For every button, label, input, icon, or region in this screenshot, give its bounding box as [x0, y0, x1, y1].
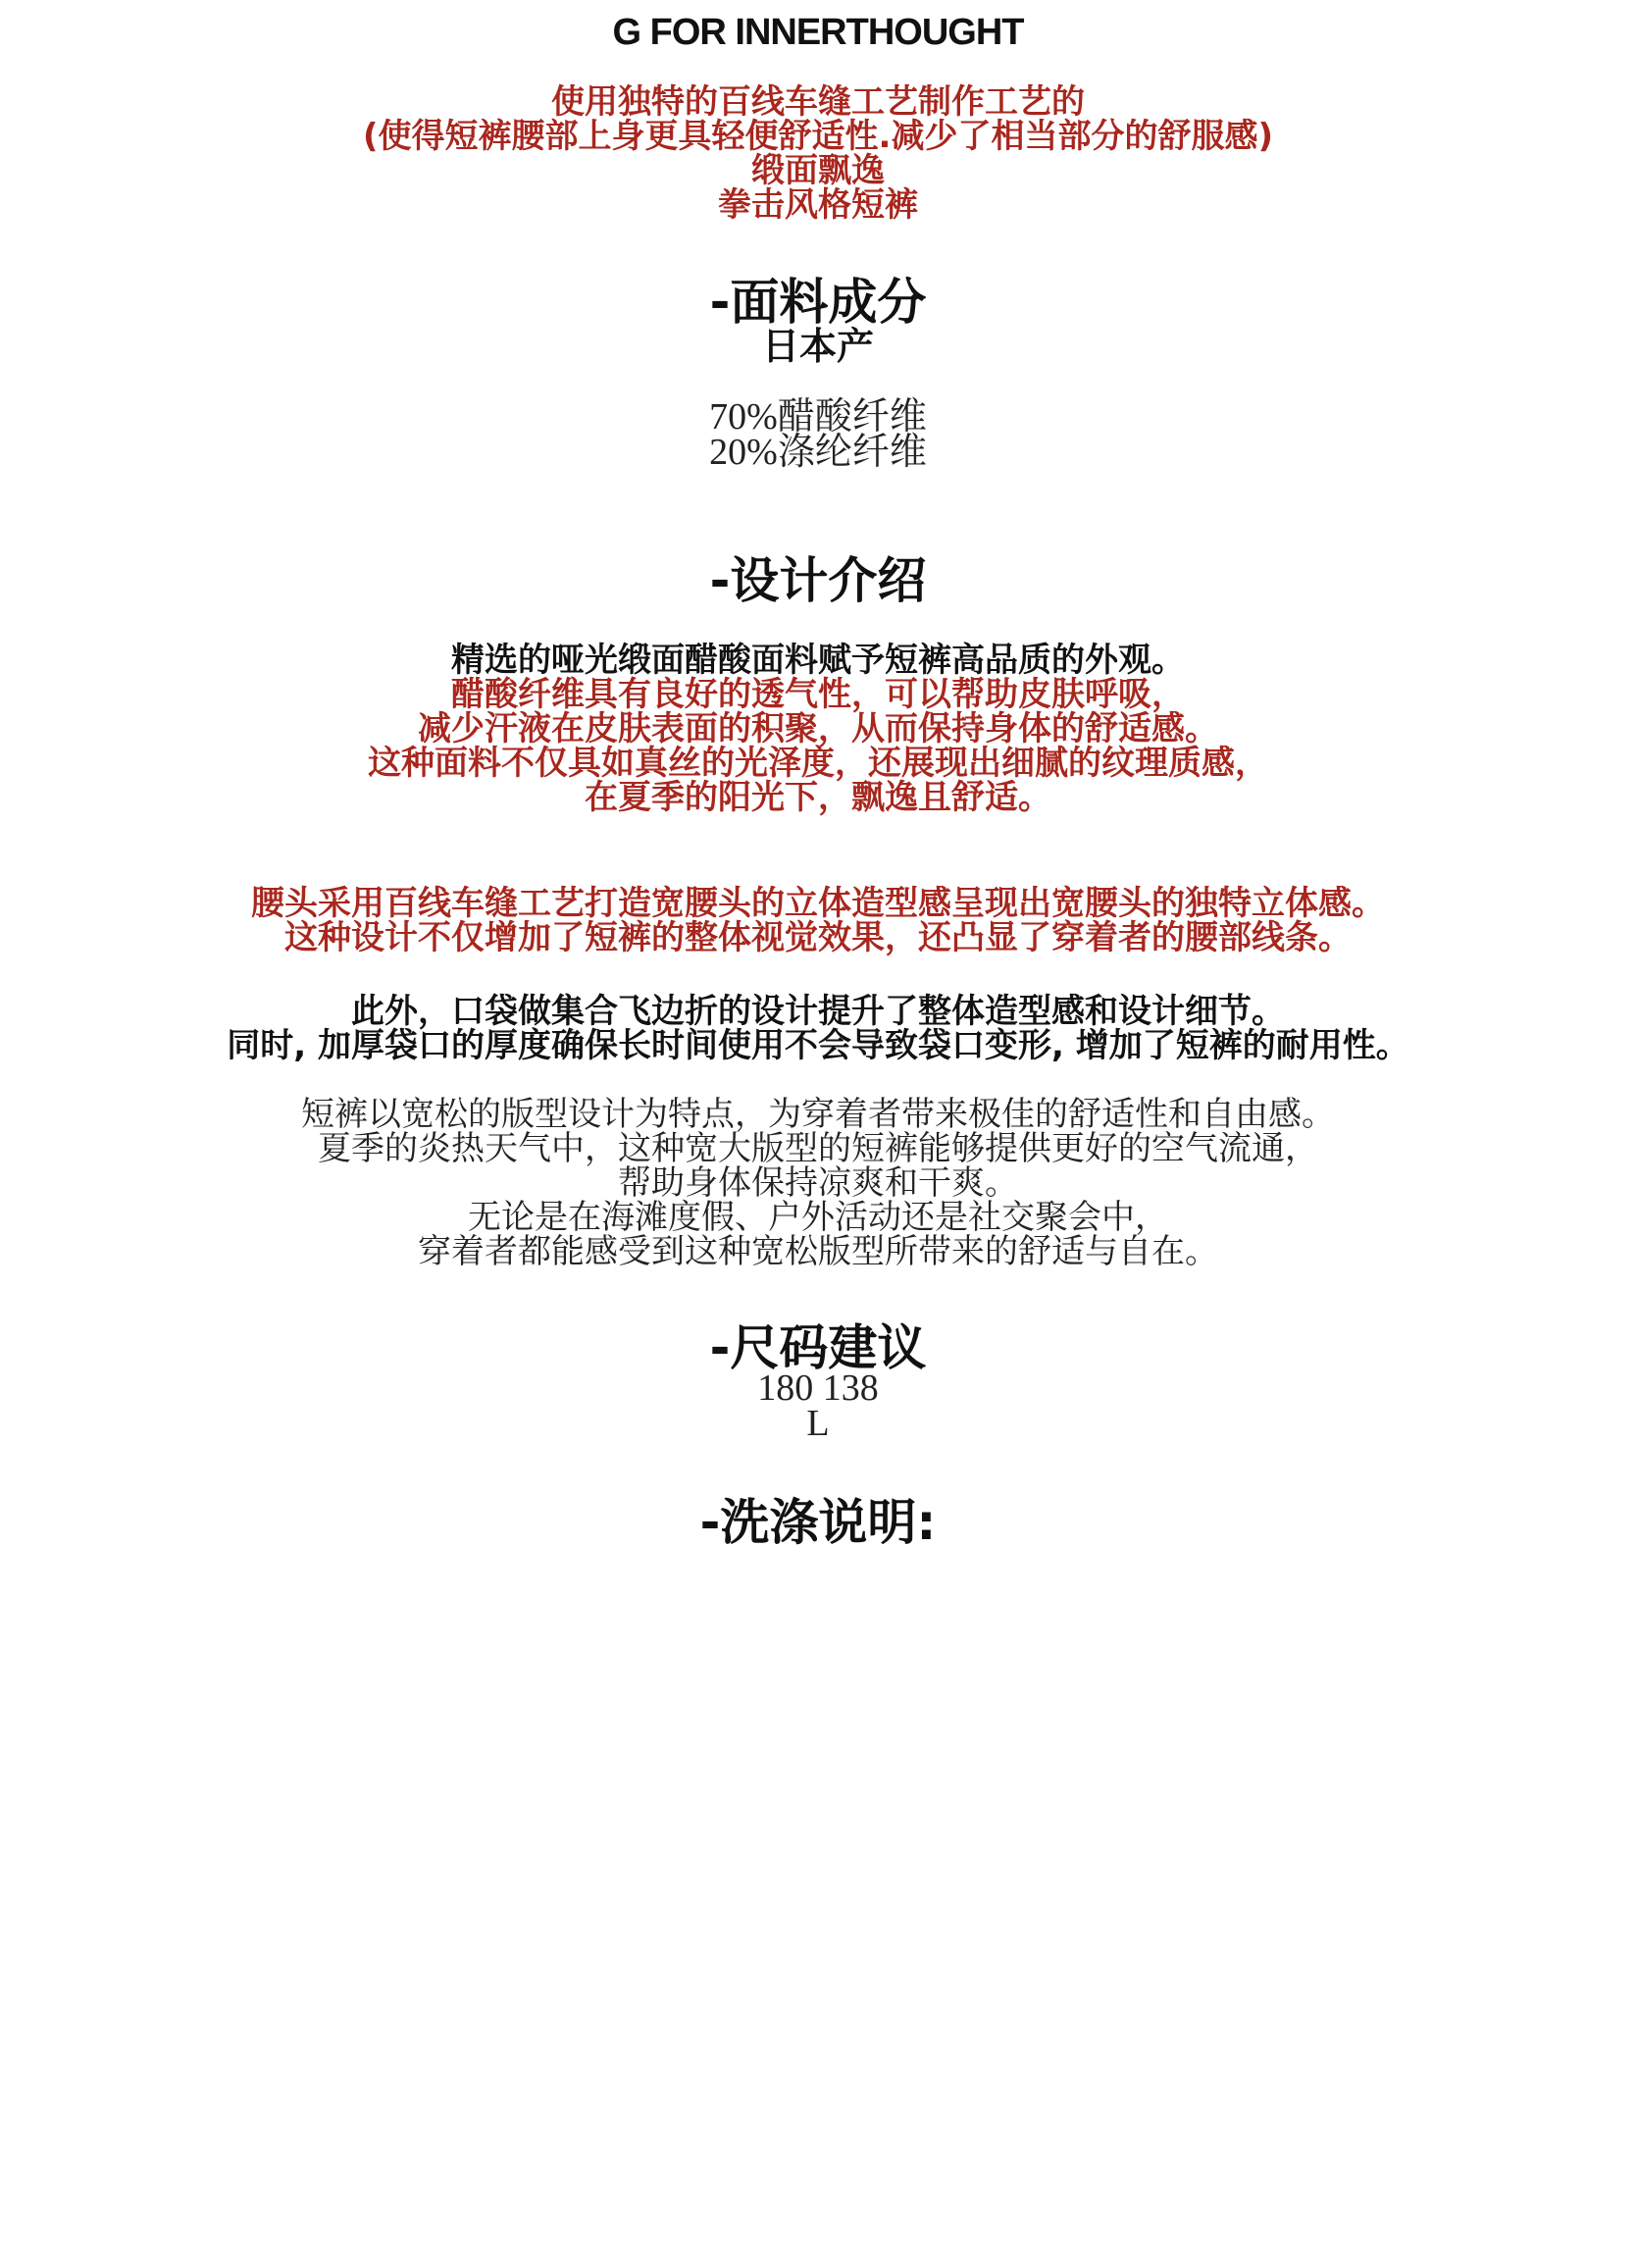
design-para1-lead: 精选的哑光缎面醋酸面料赋予短裤高品质的外观。: [451, 641, 1185, 680]
brand-title: G FOR INNERTHOUGHT: [612, 12, 1024, 53]
design-para4-1: 短裤以宽松的版型设计为特点，为穿着者带来极佳的舒适性和自由感。: [301, 1095, 1335, 1134]
design-para4-4: 无论是在海滩度假、户外活动还是社交聚会中，: [468, 1198, 1168, 1237]
design-para4-2: 夏季的炎热天气中，这种宽大版型的短裤能够提供更好的空气流通，: [318, 1129, 1318, 1168]
size-label: L: [806, 1403, 830, 1444]
fabric-composition-2: 20%涤纶纤维: [709, 432, 927, 473]
intro-line-3: 缎面飘逸: [751, 151, 885, 190]
design-para1-red-1: 醋酸纤维具有良好的透气性，可以帮助皮肤呼吸，: [451, 675, 1185, 714]
fabric-origin: 日本产: [761, 325, 874, 368]
intro-line-2: (使得短裤腰部上身更具轻便舒适性.减少了相当部分的舒服感): [363, 117, 1273, 156]
size-heading: -尺码建议: [709, 1319, 927, 1376]
intro-line-4: 拳击风格短裤: [718, 185, 918, 225]
design-heading: -设计介绍: [709, 552, 927, 609]
design-para2-red-1: 腰头采用百线车缝工艺打造宽腰头的立体造型感呈现出宽腰头的独特立体感。: [251, 884, 1385, 923]
intro-line-1: 使用独特的百线车缝工艺制作工艺的: [551, 82, 1085, 122]
design-para3-1: 此外，口袋做集合飞边折的设计提升了整体造型感和设计细节。: [351, 992, 1285, 1031]
fabric-composition-1: 70%醋酸纤维: [709, 396, 927, 438]
size-measure: 180 138: [757, 1367, 879, 1409]
design-para4-5: 穿着者都能感受到这种宽松版型所带来的舒适与自在。: [418, 1232, 1218, 1271]
design-para2-red-2: 这种设计不仅增加了短裤的整体视觉效果，还凸显了穿着者的腰部线条。: [284, 918, 1352, 957]
fabric-heading: -面料成分: [709, 274, 927, 331]
design-para1-red-4: 在夏季的阳光下，飘逸且舒适。: [585, 778, 1051, 817]
design-para1-red-2: 减少汗液在皮肤表面的积聚，从而保持身体的舒适感。: [418, 709, 1218, 748]
wash-heading: -洗涤说明:: [699, 1494, 937, 1551]
design-para4-3: 帮助身体保持凉爽和干爽。: [618, 1163, 1018, 1203]
design-para1-red-3: 这种面料不仅具如真丝的光泽度，还展现出细腻的纹理质感，: [368, 744, 1268, 783]
design-para3-2: 同时, 加厚袋口的厚度确保长时间使用不会导致袋口变形, 增加了短裤的耐用性。: [227, 1026, 1409, 1065]
